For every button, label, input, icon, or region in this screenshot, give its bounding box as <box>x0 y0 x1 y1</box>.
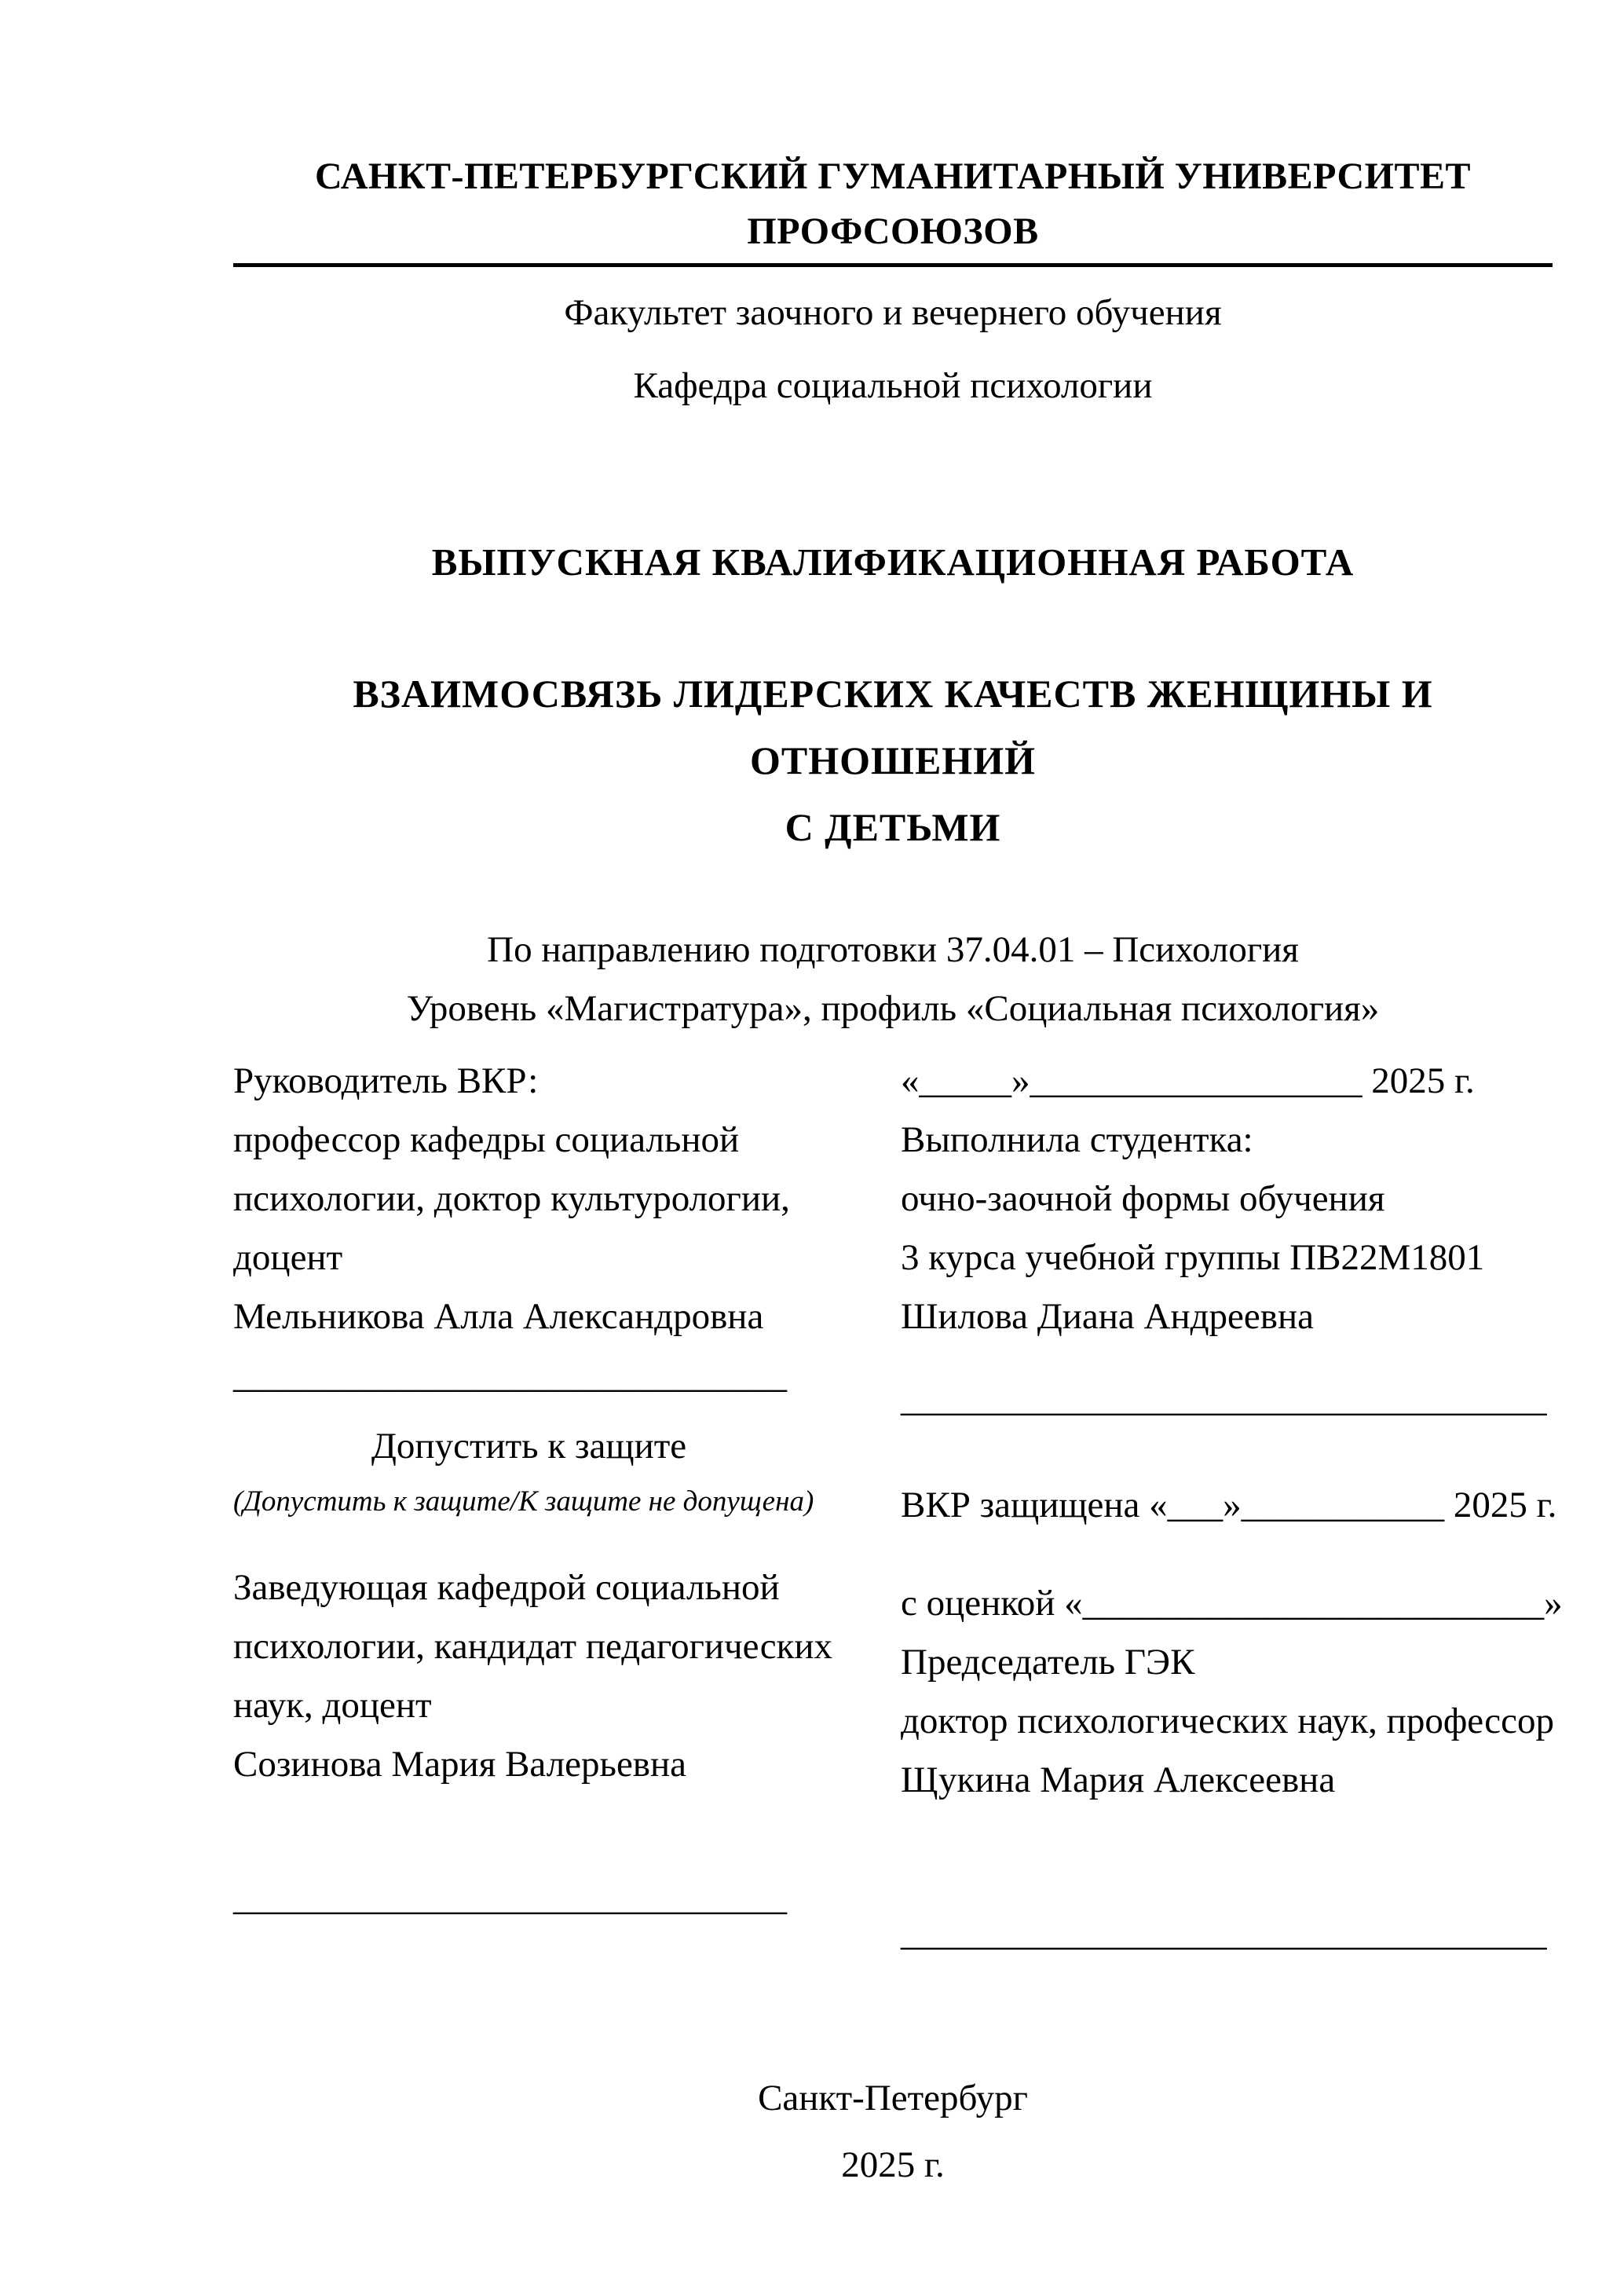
department-head-name: Созинова Мария Валерьевна <box>233 1744 687 1785</box>
program-line: По направлению подготовки 37.04.01 – Психология <box>487 929 1299 970</box>
student-form-line: очно-заочной формы обучения <box>901 1178 1385 1219</box>
two-column-section <box>233 1052 1563 1963</box>
supervisor-position-line-3: доцент <box>233 1237 343 1278</box>
department-line: Кафедра социальной психологии <box>633 365 1153 406</box>
supervisor-signature-line: ______________________________ <box>233 1355 787 1396</box>
student-name: Шилова Диана Андреевна <box>901 1296 1314 1337</box>
footer-city: Санкт-Петербург <box>758 2078 1028 2118</box>
gek-chair-label: Председатель ГЭК <box>901 1642 1195 1683</box>
defense-grade-blank: с оценкой «_________________________» <box>901 1583 1563 1624</box>
admission-date-blank: «_____»__________________ 2025 г. <box>901 1060 1475 1101</box>
footer-year: 2025 г. <box>841 2144 945 2185</box>
department-head-position-line-2: психологии, кандидат педагогических <box>233 1626 833 1667</box>
document-content <box>233 0 1563 2191</box>
university-name <box>233 149 1553 267</box>
defense-date-blank: ВКР защищена «___»___________ 2025 г. <box>901 1485 1557 1525</box>
department-head-position-line-1: Заведующая кафедрой социальной <box>233 1567 780 1608</box>
gek-chair-position: доктор психологических наук, профессор <box>901 1701 1555 1741</box>
student-column <box>901 1052 1563 1963</box>
admission-note: (Допустить к защите/К защите не допущена) <box>233 1485 814 1518</box>
student-signature-line: ___________________________________ <box>901 1379 1547 1419</box>
thesis-title-line-1: ВЗАИМОСВЯЗЬ ЛИДЕРСКИХ КАЧЕСТВ ЖЕНЩИНЫ И ОТНОШЕНИЙ <box>353 672 1433 782</box>
faculty-line: Факультет заочного и вечернего обучения <box>564 292 1222 333</box>
thesis-title-line-2: С ДЕТЬМИ <box>785 805 1001 849</box>
department-head-position-line-3: наук, доцент <box>233 1685 432 1726</box>
gek-chair-signature-line: ___________________________________ <box>901 1913 1547 1954</box>
work-type-title: ВЫПУСКНАЯ КВАЛИФИКАЦИОННАЯ РАБОТА <box>431 540 1355 584</box>
admission-title: Допустить к защите <box>371 1426 687 1467</box>
department-head-signature-line: ______________________________ <box>233 1877 787 1918</box>
supervisor-name: Мельникова Алла Александровна <box>233 1296 764 1337</box>
level-line: Уровень «Магистратура», профиль «Социальная психология» <box>406 988 1380 1029</box>
supervisor-position-line-2: психологии, доктор культурологии, <box>233 1178 790 1219</box>
student-group-line: 3 курса учебной группы ПВ22М1801 <box>901 1237 1485 1278</box>
university-name-text: САНКТ-ПЕТЕРБУРГСКИЙ ГУМАНИТАРНЫЙ УНИВЕРСИТЕТ ПРОФСОЮЗОВ <box>233 149 1553 267</box>
supervisor-label: Руководитель ВКР: <box>233 1060 539 1101</box>
gek-chair-name: Щукина Мария Алексеевна <box>901 1760 1336 1800</box>
student-label: Выполнила студентка: <box>901 1119 1253 1160</box>
supervisor-position-line-1: профессор кафедры социальной <box>233 1119 740 1160</box>
supervisor-column <box>233 1052 833 1963</box>
